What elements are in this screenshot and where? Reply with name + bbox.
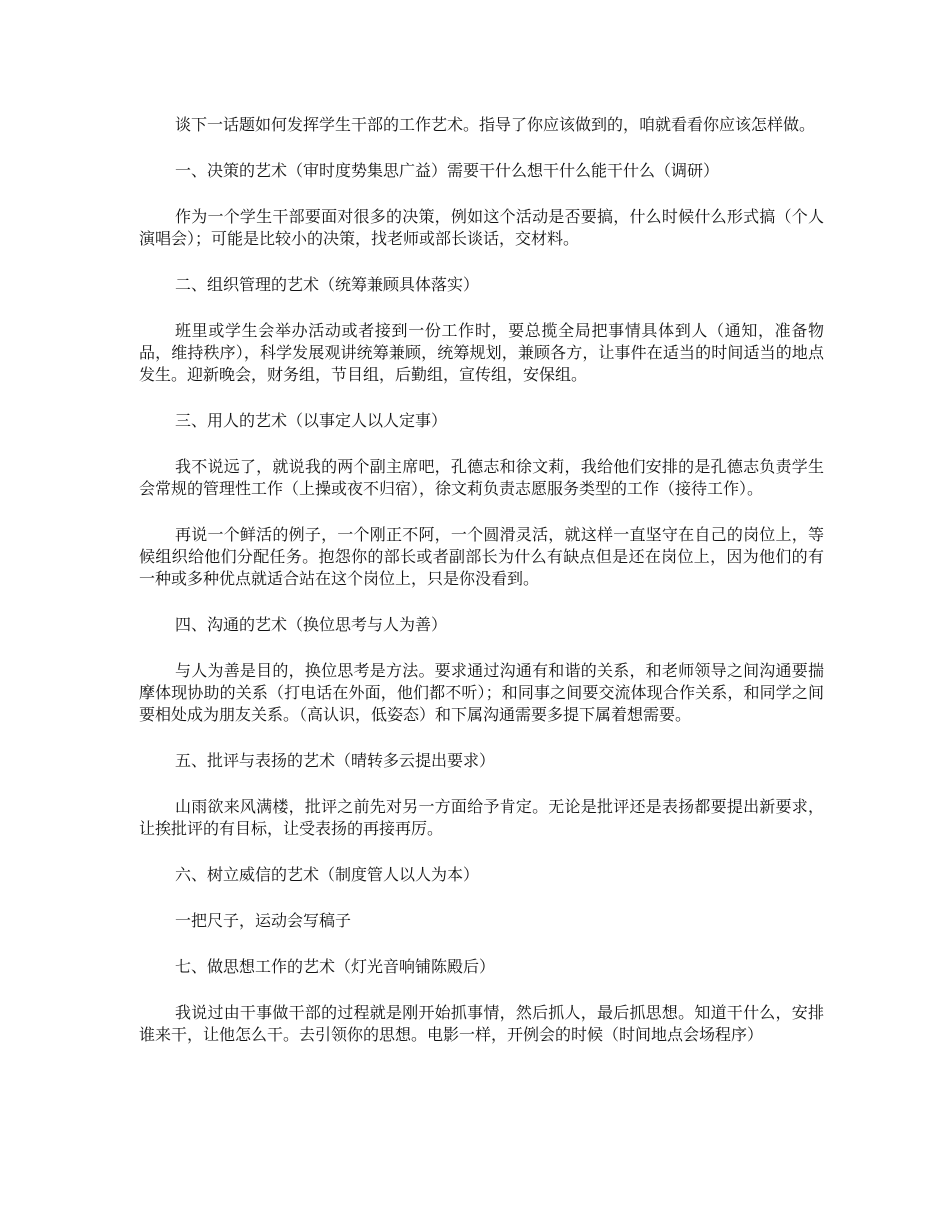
intro-paragraph: 谈下一话题如何发挥学生干部的工作艺术。指导了你应该做到的，咱就看看你应该怎样做。 (175, 115, 816, 134)
section-4-paragraph: 与人为善是目的，换位思考是方法。要求通过沟通有和谐的关系，和老师领导之间沟通要揣摩体现协助的关系（打电话在外面，他们都不听）；和同事之间要交流体现合作关系，和同学之间要相处成为朋友关系。（高认识，低姿态）和下属沟通需要多提下属着想需要。 (139, 661, 824, 724)
section-7-paragraph: 我说过由干事做干部的过程就是刚开始抓事情，然后抓人，最后抓思想。知道干什么，安排谁来干，让他怎么干。去引领你的思想。电影一样，开例会的时候（时间地点会场程序） (139, 1003, 824, 1044)
section-3-paragraph-1: 我不说远了，就说我的两个副主席吧，孔德志和徐文莉，我给他们安排的是孔德志负责学生会常规的管理性工作（上操或夜不归宿），徐文莉负责志愿服务类型的工作（接待工作）。 (139, 457, 824, 498)
section-heading-6: 六、树立威信的艺术（制度管人以人为本） (175, 865, 480, 884)
section-6-paragraph: 一把尺子，运动会写稿子 (175, 911, 352, 930)
document-body (139, 114, 824, 1070)
section-3-paragraph-2: 再说一个鲜活的例子，一个刚正不阿，一个圆滑灵活，就这样一直坚守在自己的岗位上，等候组织给他们分配任务。抱怨你的部长或者副部长为什么有缺点但是还在岗位上，因为他们的有一种或多种优点就适合站在这个岗位上，只是你没看到。 (139, 525, 824, 588)
section-heading-3: 三、用人的艺术（以事定人以人定事） (175, 411, 448, 430)
section-heading-4: 四、沟通的艺术（换位思考与人为善） (175, 615, 448, 634)
section-2-paragraph: 班里或学生会举办活动或者接到一份工作时，要总揽全局把事情具体到人（通知，准备物品，维持秩序），科学发展观讲统筹兼顾，统筹规划，兼顾各方，让事件在适当的时间适当的地点发生。迎新晚会，财务组，节目组，后勤组，宣传组，安保组。 (139, 321, 824, 384)
section-1-paragraph: 作为一个学生干部要面对很多的决策，例如这个活动是否要搞，什么时候什么形式搞（个人演唱会）；可能是比较小的决策，找老师或部长谈话，交材料。 (139, 207, 824, 248)
section-5-paragraph: 山雨欲来风满楼，批评之前先对另一方面给予肯定。无论是批评还是表扬都要提出新要求，让挨批评的有目标，让受表扬的再接再厉。 (139, 797, 824, 838)
section-heading-1: 一、决策的艺术（审时度势集思广益）需要干什么想干什么能干什么（调研） (175, 161, 720, 180)
section-heading-5: 五、批评与表扬的艺术（晴转多云提出要求） (175, 751, 496, 770)
section-heading-7: 七、做思想工作的艺术（灯光音响铺陈殿后） (175, 957, 496, 976)
section-heading-2: 二、组织管理的艺术（统筹兼顾具体落实） (175, 275, 480, 294)
